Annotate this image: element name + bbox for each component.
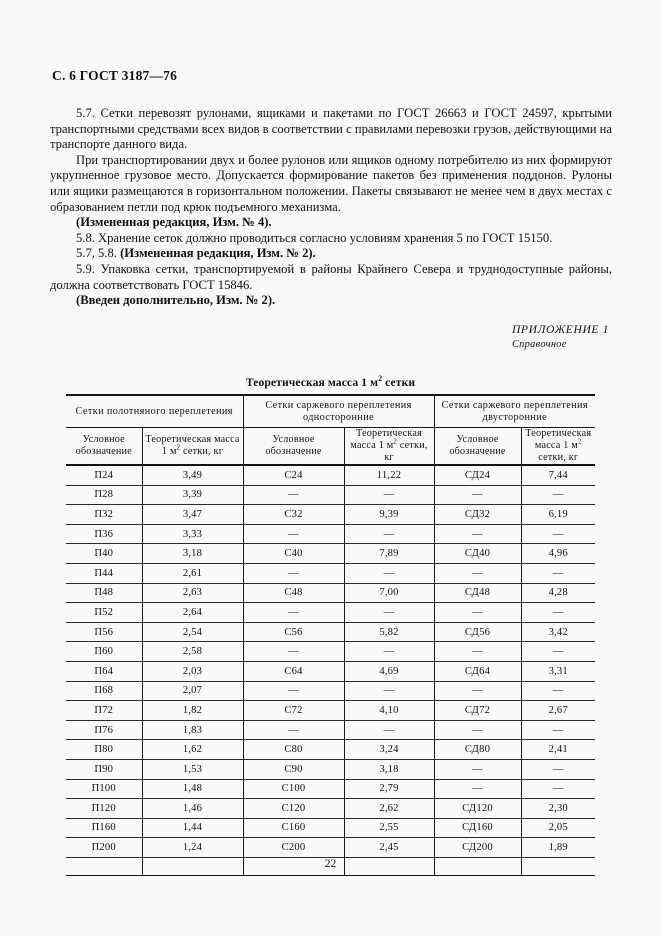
cell-designation: С72: [243, 701, 344, 721]
cell-designation: П44: [66, 563, 142, 583]
cell-designation: —: [243, 485, 344, 505]
cell-designation: П52: [66, 603, 142, 623]
cell-designation: П90: [66, 759, 142, 779]
cell-designation: С24: [243, 465, 344, 485]
theoretical-mass-table: [66, 394, 595, 876]
cell-mass: —: [521, 524, 595, 544]
cell-designation: С56: [243, 622, 344, 642]
cell-designation: С48: [243, 583, 344, 603]
cell-designation: С64: [243, 661, 344, 681]
cell-designation: П40: [66, 544, 142, 564]
table-row: [66, 465, 595, 485]
cell-designation: П60: [66, 642, 142, 662]
sub-header-designation-3: Условное обозначение: [434, 428, 521, 466]
cell-mass: 1,46: [142, 799, 243, 819]
cell-mass: 7,00: [344, 583, 434, 603]
cell-designation: —: [434, 779, 521, 799]
cell-mass: 9,39: [344, 505, 434, 525]
cell-designation: —: [243, 524, 344, 544]
cell-designation: П72: [66, 701, 142, 721]
cell-mass: 2,55: [344, 818, 434, 838]
cell-mass: —: [344, 485, 434, 505]
cell-mass: —: [521, 563, 595, 583]
cell-designation: П68: [66, 681, 142, 701]
cell-mass: —: [344, 524, 434, 544]
cell-mass: —: [521, 779, 595, 799]
cell-mass: 2,07: [142, 681, 243, 701]
cell-mass: —: [521, 642, 595, 662]
cell-mass: 4,10: [344, 701, 434, 721]
running-head: С. 6 ГОСТ 3187—76: [52, 68, 178, 83]
table-title: Теоретическая масса 1 $м^2$ сетки: [245, 374, 416, 389]
cell-designation: —: [243, 681, 344, 701]
table-row: [66, 681, 595, 701]
table-row: [66, 779, 595, 799]
table-row: [66, 759, 595, 779]
cell-designation: П80: [66, 740, 142, 760]
table-row: [66, 622, 595, 642]
cell-mass: —: [344, 720, 434, 740]
cell-mass: 11,22: [344, 465, 434, 485]
cell-mass: —: [521, 603, 595, 623]
table-row: [66, 524, 595, 544]
cell-designation: —: [434, 720, 521, 740]
cell-mass: 3,18: [344, 759, 434, 779]
appendix-caption: [512, 322, 609, 352]
cell-mass: 3,31: [521, 661, 595, 681]
cell-designation: СД32: [434, 505, 521, 525]
table-group-header-row: [66, 395, 595, 428]
cell-designation: П36: [66, 524, 142, 544]
cell-designation: —: [434, 524, 521, 544]
cell-designation: С160: [243, 818, 344, 838]
cell-mass: 4,28: [521, 583, 595, 603]
cell-mass: 1,44: [142, 818, 243, 838]
table-row: [66, 642, 595, 662]
cell-designation: —: [434, 681, 521, 701]
cell-designation: —: [434, 603, 521, 623]
cell-designation: —: [434, 759, 521, 779]
cell-designation: С40: [243, 544, 344, 564]
revision-2-bold: (Измененная редакция, Изм. № 2).: [120, 246, 316, 261]
table-row: [66, 485, 595, 505]
cell-mass: 2,05: [521, 818, 595, 838]
cell-mass: —: [521, 485, 595, 505]
cell-mass: 2,03: [142, 661, 243, 681]
cell-designation: П32: [66, 505, 142, 525]
table-row: [66, 799, 595, 819]
table-row: [66, 720, 595, 740]
sub-header-designation-1: Условное обозначение: [66, 428, 142, 466]
cell-designation: СД160: [434, 818, 521, 838]
cell-mass: 3,49: [142, 465, 243, 485]
group-header-twill-double: Сетки саржевого переплетения двусторонние: [434, 395, 595, 428]
cell-mass: 5,82: [344, 622, 434, 642]
table-row: [66, 505, 595, 525]
paragraph-5-7: 5.7. Сетки перевозят рулонами, ящиками и пакетами по ГОСТ 26663 и ГОСТ 24597, крытыми транспортными средствами всех видов в соответствии с правилами перевозки грузов, действующими на транспорте данного вида.: [50, 106, 612, 152]
cell-mass: 2,54: [142, 622, 243, 642]
paragraph-revision-2: [50, 246, 612, 262]
cell-mass: 2,45: [344, 838, 434, 858]
revision-2-prefix: 5.7, 5.8.: [76, 246, 121, 261]
paragraph-revision-4: (Измененная редакция, Изм. № 4).: [76, 215, 272, 230]
cell-mass: 1,62: [142, 740, 243, 760]
cell-designation: СД200: [434, 838, 521, 858]
cell-designation: С200: [243, 838, 344, 858]
paragraph-transport: При транспортировании двух и более рулонов или ящиков одному потребителю из них формируют укрупненное грузовое место. Допускается формирование пакетов без применения поддонов. Рулоны или ящики размещаются в горизонтальном положении. Пакеты связывают не менее чем в двух местах с образованием петли под крюк подъемного механизма.: [50, 152, 612, 214]
cell-mass: —: [521, 720, 595, 740]
table-sub-header-row: [66, 428, 595, 466]
cell-mass: 2,30: [521, 799, 595, 819]
cell-mass: —: [521, 759, 595, 779]
sub-header-mass-1: Теоретическая масса 1 $м^2$ сетки, кг: [142, 428, 243, 466]
cell-designation: СД40: [434, 544, 521, 564]
paragraph-added: (Введен дополнительно, Изм. № 2).: [76, 293, 276, 308]
table-row: [66, 818, 595, 838]
cell-mass: 4,69: [344, 661, 434, 681]
cell-designation: П120: [66, 799, 142, 819]
cell-mass: 2,79: [344, 779, 434, 799]
cell-mass: 2,41: [521, 740, 595, 760]
cell-designation: П200: [66, 838, 142, 858]
cell-designation: СД48: [434, 583, 521, 603]
cell-mass: 7,44: [521, 465, 595, 485]
cell-designation: С120: [243, 799, 344, 819]
table-row: [66, 603, 595, 623]
cell-designation: —: [243, 563, 344, 583]
cell-designation: —: [434, 642, 521, 662]
cell-designation: С90: [243, 759, 344, 779]
table-row: [66, 740, 595, 760]
cell-designation: П24: [66, 465, 142, 485]
sub-header-mass-3: Теоретическая масса 1 $м^2$ сетки, кг: [521, 428, 595, 466]
cell-mass: 3,47: [142, 505, 243, 525]
cell-mass: 4,96: [521, 544, 595, 564]
table-row: [66, 583, 595, 603]
body-text-block: [50, 106, 612, 309]
cell-designation: П100: [66, 779, 142, 799]
page-number: 22: [324, 858, 337, 870]
cell-mass: 3,18: [142, 544, 243, 564]
cell-mass: 3,24: [344, 740, 434, 760]
cell-designation: П76: [66, 720, 142, 740]
cell-designation: —: [243, 642, 344, 662]
cell-designation: СД72: [434, 701, 521, 721]
table-row: [66, 661, 595, 681]
cell-mass: 3,42: [521, 622, 595, 642]
cell-mass: —: [344, 642, 434, 662]
cell-mass: —: [344, 603, 434, 623]
cell-mass: 2,63: [142, 583, 243, 603]
cell-mass: —: [344, 563, 434, 583]
cell-designation: —: [434, 563, 521, 583]
cell-designation: П160: [66, 818, 142, 838]
cell-mass: 2,62: [344, 799, 434, 819]
cell-designation: С80: [243, 740, 344, 760]
cell-designation: —: [243, 603, 344, 623]
paragraph-5-8: 5.8. Хранение сеток должно проводиться согласно условиям хранения 5 по ГОСТ 15150.: [76, 230, 553, 245]
cell-mass: 1,24: [142, 838, 243, 858]
sub-header-designation-2: Условное обозначение: [243, 428, 344, 466]
paragraph-5-9: 5.9. Упаковка сетки, транспортируемой в районы Крайнего Севера и труднодоступные районы, должна соответствовать ГОСТ 15846.: [50, 261, 612, 292]
cell-designation: С32: [243, 505, 344, 525]
cell-designation: СД120: [434, 799, 521, 819]
cell-mass: 6,19: [521, 505, 595, 525]
cell-mass: —: [521, 681, 595, 701]
cell-mass: 1,48: [142, 779, 243, 799]
cell-designation: П48: [66, 583, 142, 603]
cell-mass: 3,39: [142, 485, 243, 505]
sub-header-mass-2: Теоретическая масса 1 $м^2$ сетки, кг: [344, 428, 434, 466]
cell-designation: СД56: [434, 622, 521, 642]
group-header-twill-single: Сетки саржевого переплетения односторонние: [243, 395, 434, 428]
cell-mass: 1,53: [142, 759, 243, 779]
cell-designation: П56: [66, 622, 142, 642]
table-row: [66, 544, 595, 564]
cell-designation: П28: [66, 485, 142, 505]
appendix-kind: Справочное: [511, 339, 567, 350]
cell-designation: П64: [66, 661, 142, 681]
cell-designation: СД24: [434, 465, 521, 485]
cell-mass: 1,82: [142, 701, 243, 721]
cell-mass: 7,89: [344, 544, 434, 564]
table-body: [66, 465, 595, 875]
cell-mass: 2,61: [142, 563, 243, 583]
cell-designation: С100: [243, 779, 344, 799]
appendix-label: ПРИЛОЖЕНИЕ 1: [511, 323, 609, 336]
cell-designation: СД80: [434, 740, 521, 760]
cell-mass: 1,83: [142, 720, 243, 740]
cell-designation: СД64: [434, 661, 521, 681]
cell-designation: —: [243, 720, 344, 740]
group-header-plain-weave: Сетки полотняного переплетения: [66, 395, 243, 428]
cell-mass: —: [344, 681, 434, 701]
cell-designation: —: [434, 485, 521, 505]
table-row: [66, 563, 595, 583]
cell-mass: 2,64: [142, 603, 243, 623]
table-row: [66, 701, 595, 721]
cell-mass: 2,58: [142, 642, 243, 662]
table-row: [66, 838, 595, 858]
cell-mass: 1,89: [521, 838, 595, 858]
cell-mass: 3,33: [142, 524, 243, 544]
cell-mass: 2,67: [521, 701, 595, 721]
